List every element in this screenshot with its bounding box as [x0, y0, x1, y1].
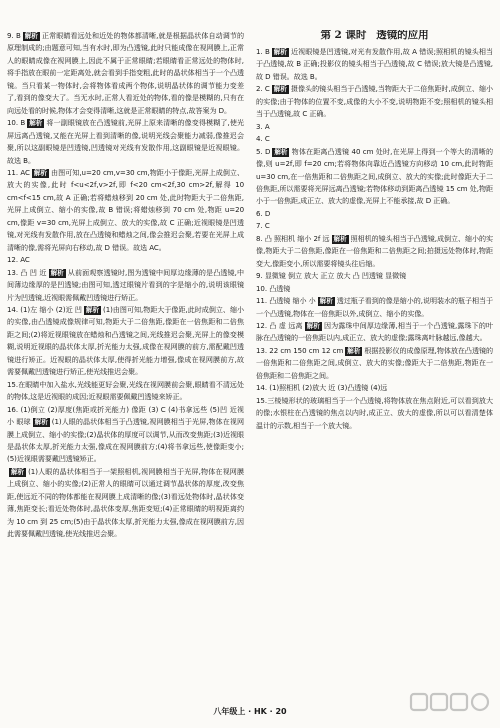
answer-label: 6. D	[256, 208, 271, 218]
answer-label: 11. 凸透镜 缩小 小	[256, 296, 316, 306]
answer-item	[256, 270, 493, 282]
answer-item	[256, 345, 493, 382]
answer-label: 13. 凸 凹 近	[7, 267, 47, 277]
answer-label: 14. (1)照相机 (2)放大 近 (3)凸透镜 (4)远	[256, 383, 388, 393]
answer-text: 将一副眼镜放在凸透镜前,光屏上原来清晰的像变得模糊了,使光屏远离凸透镜,又能在光屏上看到清晰的像,说明光线会聚能力减弱,像推迟会聚,所以这副眼镜是凹透镜,凹透镜对光线有发散作用,这副眼镜是近视眼镜。故选 B。	[7, 118, 244, 165]
answer-label: 13. 22 cm 150 cm 12 cm	[256, 345, 344, 355]
watermark-logo	[408, 690, 498, 728]
lesson-name: 透镜的应用	[376, 30, 429, 41]
answer-item	[7, 379, 244, 404]
analysis-tag: 解析	[24, 32, 38, 40]
analysis-tag: 解析	[319, 297, 333, 306]
analysis-tag: 解析	[274, 147, 288, 156]
analysis-tag: 解析	[347, 346, 361, 355]
answer-label: 5. D	[256, 146, 271, 156]
answer-label: 2. C	[256, 84, 270, 94]
answer-item	[256, 208, 493, 220]
left-answer-column	[7, 30, 244, 702]
answer-label: 3. A	[256, 121, 270, 131]
answer-label: 12. 凸 虚 远离	[256, 320, 303, 330]
answer-text: 透过瓶子看到的像是缩小的,说明装水的瓶子相当于一个凸透镜,物体在一倍焦距以外,成倒立、缩小的实像。	[256, 296, 493, 318]
answer-item	[256, 133, 493, 145]
right-answer-column	[256, 30, 493, 702]
analysis-tag: 解析	[333, 234, 347, 243]
answer-label: 14. (1)左 缩小 (2)近 凹	[7, 304, 82, 314]
answer-item	[256, 283, 493, 295]
answer-item	[7, 254, 244, 266]
answer-label: 7. C	[256, 221, 270, 231]
analysis-tag: 解析	[50, 268, 64, 277]
answer-text: 因为露珠中间厚边缘薄,相当于一个凸透镜,露珠下的叶脉在凸透镜的一倍焦距以内,成正立、放大的虚像;露珠离叶脉越远,像越大。	[256, 320, 493, 343]
answer-item	[7, 466, 244, 541]
answer-text: (1)人眼的晶状体相当于凸透镜,视网膜相当于光屏,物体在视网膜上成倒立、缩小的实像;(2)晶状体的厚度可以调节,从而改变焦距;(3)近视眼是晶状体太厚,折光能力太强,像成在视网膜前方;(4)将书拿远些,使像距变小;(5)近视眼需要戴凹透镜矫正。	[7, 417, 244, 464]
section-title	[256, 30, 493, 43]
answer-text: 正常眼睛看远处和近处的物体都清晰,就是根据晶状体自动调节的原理制成的;由题意可知,当有水时,即为凸透镜,此时只能成像在视网膜上,正常人的眼睛成像在视网膜上,因此不属于正常眼睛;若眼睛看正常远处的物体时,将手指放在眼前一定距离处,就会看到手指变粗,此时的晶状体相当于一个凸透镜。当只看某一物体时,会将物体看成两个物体,说明晶状体的调节能力变差了,看到的像变大了。当无水时,正常人看近处的物体,看的像是模糊的,只有在向远处看的时候,物体才会变得清晰,这就是正常眼睛的特点,故答案为 D。	[7, 31, 244, 115]
analysis-tag: 解析	[11, 467, 25, 476]
analysis-tag: 解析	[85, 305, 100, 314]
answer-item	[256, 320, 493, 345]
answer-label: 10. 凸透镜	[256, 283, 291, 293]
answer-item	[256, 46, 493, 83]
answer-label: 15.	[7, 379, 19, 389]
answer-label: 4. C	[256, 134, 270, 144]
answer-text: 物体在距离凸透镜 40 cm 处时,在光屏上得到一个等大的清晰的像,则 u=2f,即 f=20 cm;若将物体向靠近凸透镜方向移动 10 cm,此时物距 u=30 cm,在一倍焦距和二倍焦距之间,成倒立、放大的实像;此时像距大于二倍焦距,所以需要将光屏远离凸透镜;若物体移动到距离凸透镜 15 cm 处,物距小于一倍焦距,成正立、放大的虚像,光屏上不能承接,故 D 正确。	[256, 146, 493, 206]
analysis-tag: 解析	[273, 85, 287, 94]
analysis-tag: 解析	[306, 321, 320, 330]
answer-item	[7, 117, 244, 167]
answer-text: 由图可知,u=20 cm,v=30 cm,物距小于像距,光屏上成倒立、放大的实像,此时 f<u<2f,v>2f,即 f<20 cm<2f,30 cm>2f,解得 10 cm<f<15 cm,故 A 正确;若将蜡烛移到 20 cm 处,此时物距大于二倍焦距,光屏上成倒立、缩小的实像,故 B 错误;将蜡烛移到 70 cm 处,物距 u=20 cm,像距 v=30 cm,光屏上成倒立、放大的实像,故 C 正确;近视眼镜是凹透镜,对光线有发散作用,放在凸透镜和蜡烛之间,像会推迟会聚,若要在光屏上成清晰的像,需将光屏向右移动,故 D 错误。故选 AC。	[7, 167, 244, 252]
answer-text: (1)由图可知,物距大于像距,此时成倒立、缩小的实像,由凸透镜成像规律可知,物距大于二倍焦距,像距在一倍焦距和二倍焦距之间;(2)将近视眼镜放在蜡烛和凸透镜之间,光线推迟会聚,光屏上的像变模糊,说明近视眼的晶状体太厚,折光能力太强,成像在视网膜的前方,需配戴凹透镜进行矫正。近视眼的晶状体太厚,使得折光能力增强,像成在视网膜前方,故需要佩戴凹透镜进行矫正,使光线推迟会聚。	[7, 304, 244, 377]
analysis-tag: 解析	[273, 48, 287, 56]
answer-text: 近视眼镜是凹透镜,对光有发散作用,故 A 错误;照相机的镜头相当于凸透镜,故 B 正确;投影仪的镜头相当于凸透镜,故 C 错误;放大镜是凸透镜,故 D 错误。故选 B。	[256, 47, 493, 81]
answer-item	[256, 382, 493, 394]
answer-item	[7, 30, 244, 117]
answer-label: 9. B	[7, 31, 21, 40]
answer-label: 10. B	[7, 118, 26, 128]
answer-label: 9. 显微镜 倒立 放大 正立 放大 凸 凹透镜 显微镜	[256, 271, 407, 281]
answer-item	[7, 304, 244, 379]
analysis-tag: 解析	[34, 418, 48, 427]
answer-label: 1. B	[256, 47, 270, 56]
answer-item	[256, 220, 493, 232]
answer-text: 从前面观察透镜时,图为透镜中间厚边缘薄的是凸透镜,中间薄边缘厚的是凹透镜;由图可知,透过眼镜片看到的字是缩小的,说明该眼镜片为凹透镜,近视眼需佩戴凹透镜进行矫正。	[7, 267, 244, 302]
answer-item	[256, 83, 493, 120]
answer-text: 照相机的镜头相当于凸透镜,成倒立、缩小的实像,物距大于二倍焦距,像距在一倍焦距和二倍焦距之间;拍摄远处物体时,物距变大,像距变小,所以需要将镜头往后缩。	[256, 233, 493, 268]
answer-text: 三棱镜形状的玻璃相当于一个凸透镜,将物体放在焦点附近,可以看到放大的像;水银柱在凸透镜的焦点以内时,成正立、放大的虚像,所以可以看清楚体温计的示数,相当于一个放大镜。	[256, 395, 493, 430]
answer-item	[7, 167, 244, 254]
answer-item	[256, 395, 493, 432]
page-label: 八年级上 · HK · 20	[213, 707, 287, 716]
answer-label: 16. (1)倒立 (2)厚度(焦距或折光能力) 像距 (3) C (4)书拿远些 (5)凹 近视 小 眼球	[7, 404, 244, 427]
answer-label: 11. AC	[7, 167, 30, 177]
answer-text: 摄像头的镜头相当于凸透镜,当物距大于二倍焦距时,成倒立、缩小的实像;由于物体的位置不变,成像的大小不变,说明物距不变;照相机的镜头相当于凸透镜,故 C 正确。	[256, 84, 493, 119]
answer-label: 15.	[256, 395, 268, 405]
answer-item	[256, 121, 493, 133]
analysis-tag: 解析	[29, 119, 43, 128]
answer-item	[256, 146, 493, 208]
analysis-tag: 解析	[33, 168, 47, 177]
answer-text: (1)人眼的晶状体相当于一架照相机,视网膜相当于光屏,物体在视网膜上成倒立、缩小的实像;(2)正常人的眼睛可以通过调节晶状体的厚度,改变焦距,使远近不同的物体都能在视网膜上成清晰的像;(3)看远处物体时,晶状体变薄,焦距变长;看近处物体时,晶状体变厚,焦距变短;(4)正常眼睛的明视距离约为 10 cm 到 25 cm;(5)由于晶状体太厚,折光能力太强,像成在视网膜前方,因此需要佩戴凹透镜,使光线推迟会聚。	[7, 466, 244, 539]
answer-text: 在眼睛中加入盐水,光线能更好会聚,光线在视网膜前会聚,眼睛看不清远处的物体,这是近视眼的成因;近视眼需要佩戴凹透镜来矫正。	[7, 379, 244, 402]
answer-item	[7, 404, 244, 466]
answer-item	[256, 295, 493, 320]
answer-label: 8. 凸 照相机 缩小 2f 远	[256, 233, 330, 243]
right-items	[256, 46, 493, 432]
answer-text: 根据投影仪的成像原理,物体放在凸透镜的一倍焦距和二倍焦距之间,成倒立、放大的实像;像距大于二倍焦距,物距在一倍焦距和二倍焦距之间。	[256, 345, 493, 380]
answer-label: 12. AC	[7, 255, 30, 265]
answer-item	[7, 267, 244, 304]
answer-item	[256, 233, 493, 270]
lesson-number: 第 2 课时	[320, 30, 367, 41]
